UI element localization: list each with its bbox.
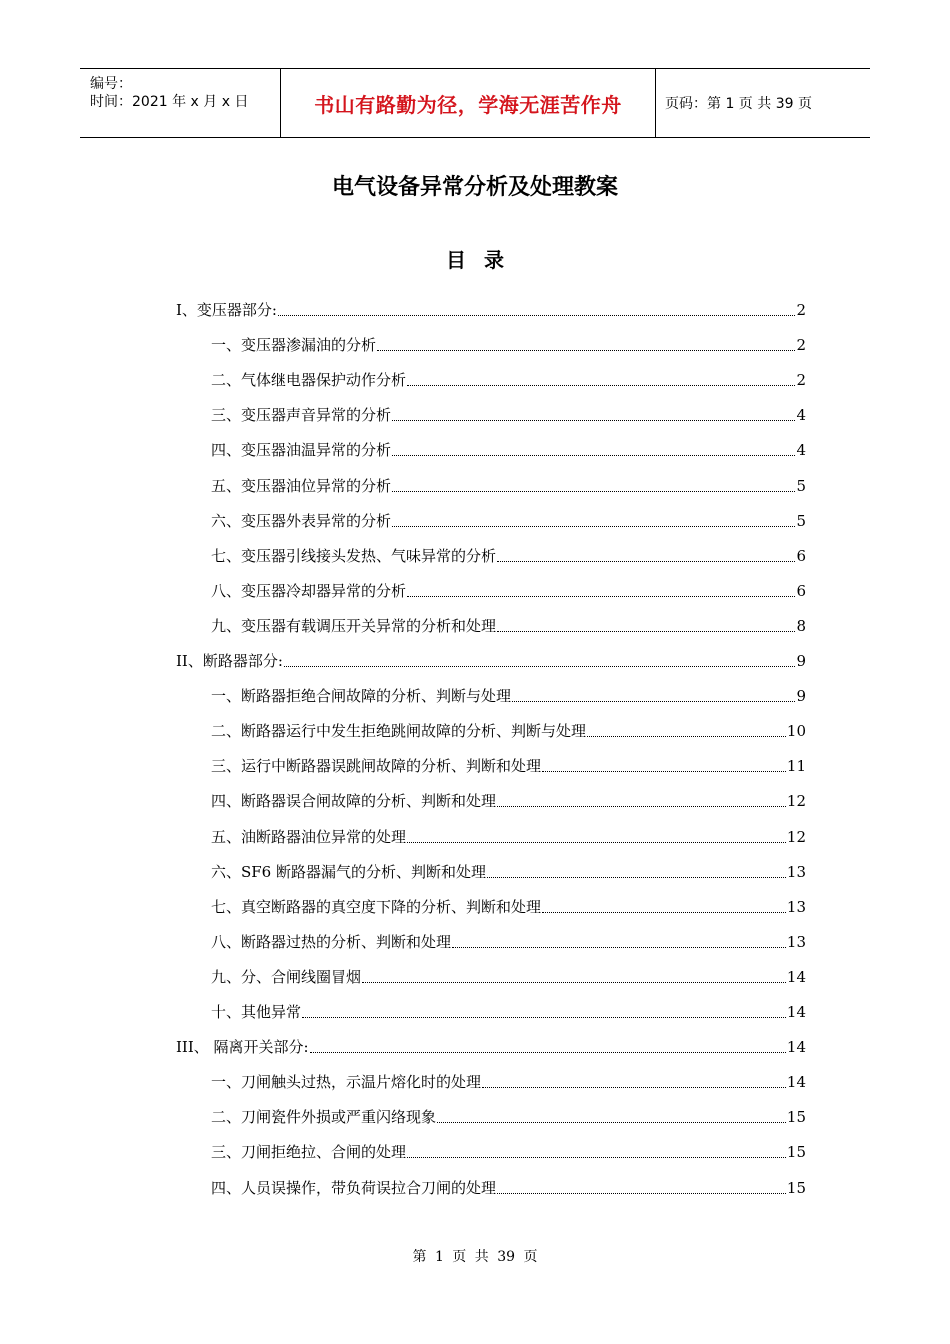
toc-leader-dots	[407, 596, 795, 597]
toc-entry-page: 13	[786, 862, 806, 881]
toc-leader-dots	[497, 1193, 786, 1194]
toc-entry[interactable]	[211, 860, 806, 882]
toc-entry-label: 七、变压器引线接头发热、气味异常的分析	[211, 546, 497, 565]
header-meta	[80, 69, 280, 137]
toc-leader-dots	[284, 666, 796, 667]
toc-entry-label: 三、变压器声音异常的分析	[211, 406, 392, 425]
toc-entry-page: 9	[796, 652, 806, 670]
toc-entry-label: 五、油断路器油位异常的处理	[211, 827, 407, 846]
toc-entry-page: 13	[786, 897, 806, 916]
toc-leader-dots	[482, 1087, 786, 1088]
toc-entry-page: 14	[786, 1003, 806, 1021]
page-header	[80, 68, 870, 138]
toc-entry-page: 2	[796, 336, 806, 355]
toc-entry-page: 14	[786, 1038, 806, 1057]
toc-leader-dots	[497, 561, 795, 562]
toc-entry-label: 一、变压器渗漏油的分析	[211, 336, 377, 355]
toc-entry-page: 2	[796, 371, 806, 390]
toc-leader-dots	[497, 806, 786, 807]
toc-leader-dots	[437, 1122, 786, 1123]
toc-title: 目录	[446, 248, 522, 272]
toc-entry-page: 14	[786, 967, 806, 986]
toc-leader-dots	[487, 877, 786, 878]
toc-entry-page: 15	[786, 1178, 806, 1197]
page-footer: 第 1 页 共 39 页	[412, 1249, 538, 1265]
toc-leader-dots	[452, 947, 786, 948]
toc-leader-dots	[542, 912, 786, 913]
toc-entry[interactable]	[176, 1035, 806, 1057]
toc-entry-page: 8	[796, 616, 806, 635]
toc-entry-label: 九、分、合闸线圈冒烟	[211, 967, 362, 986]
toc-entry-label: 二、气体继电器保护动作分析	[211, 371, 407, 390]
toc-entry-page: 4	[796, 406, 806, 425]
toc-entry-label: 九、变压器有载调压开关异常的分析和处理	[211, 616, 497, 635]
motto-text: 书山有路勤为径，学海无涯苦作舟	[314, 92, 622, 117]
toc-entry[interactable]	[211, 930, 806, 952]
toc-entry-page: 4	[796, 441, 806, 460]
toc-leader-dots	[407, 1157, 786, 1158]
toc-entry-label: 三、运行中断路器误跳闸故障的分析、判断和处理	[211, 757, 542, 776]
toc-leader-dots	[392, 455, 795, 456]
toc-leader-dots	[542, 771, 786, 772]
toc-entry-page: 15	[786, 1143, 806, 1162]
toc-leader-dots	[278, 315, 795, 316]
toc-entry-page: 5	[796, 511, 806, 530]
toc-entry[interactable]	[211, 474, 806, 496]
toc-entry[interactable]	[211, 544, 806, 566]
toc-entry[interactable]	[211, 333, 806, 355]
toc-entry[interactable]	[211, 684, 806, 706]
toc-leader-dots	[377, 350, 795, 351]
number-label: 编号：	[90, 76, 132, 92]
toc-entry[interactable]	[211, 719, 806, 741]
toc-entry[interactable]	[211, 789, 806, 811]
toc-entry-label: 四、人员误操作，带负荷误拉合刀闸的处理	[211, 1178, 497, 1197]
toc-entry-label: 一、刀闸触头过热，示温片熔化时的处理	[211, 1073, 482, 1092]
toc-leader-dots	[587, 736, 786, 737]
toc-entry[interactable]	[211, 579, 806, 601]
toc-leader-dots	[392, 420, 795, 421]
toc-entry[interactable]	[211, 1105, 806, 1127]
toc-entry-label: 七、真空断路器的真空度下降的分析、判断和处理	[211, 897, 542, 916]
toc-entry-label: 六、变压器外表异常的分析	[211, 511, 392, 530]
toc-leader-dots	[407, 842, 786, 843]
header-motto-cell	[280, 69, 656, 137]
toc-entry[interactable]	[211, 1140, 806, 1162]
toc-entry-label: 五、变压器油位异常的分析	[211, 476, 392, 495]
toc-entry-page: 14	[786, 1073, 806, 1092]
toc-entry-label: 八、断路器过热的分析、判断和处理	[211, 932, 452, 951]
toc-entry-page: 2	[796, 301, 806, 319]
toc-leader-dots	[497, 631, 795, 632]
toc-entry-label: 三、刀闸拒绝拉、合闸的处理	[211, 1143, 407, 1162]
toc-entry-page: 9	[796, 687, 806, 706]
document-title: 电气设备异常分析及处理教案	[331, 175, 618, 200]
toc-entry-page: 15	[786, 1108, 806, 1127]
toc-entry[interactable]	[211, 895, 806, 917]
toc-entry[interactable]	[211, 825, 806, 847]
toc-entry[interactable]	[176, 649, 806, 671]
toc-entry-page: 6	[796, 581, 806, 600]
toc-entry[interactable]	[211, 403, 806, 425]
toc-entry-label: I、变压器部分:	[176, 301, 277, 319]
header-page-info: 页码：第 1 页 共 39 页	[665, 96, 812, 112]
toc-entry[interactable]	[211, 368, 806, 390]
header-page-cell	[655, 69, 870, 137]
toc-entry[interactable]	[211, 1176, 806, 1198]
toc-entry-page: 12	[786, 827, 806, 846]
toc-leader-dots	[362, 982, 786, 983]
toc-entry[interactable]	[211, 438, 806, 460]
time-label: 时间：2021 年 x 月 x 日	[90, 94, 249, 110]
toc-leader-dots	[310, 1052, 786, 1053]
toc-entry-label: 十、其他异常	[211, 1003, 302, 1021]
toc-entry-label: 四、断路器误合闸故障的分析、判断和处理	[211, 792, 497, 811]
toc-entry-label: 六、SF6 断路器漏气的分析、判断和处理	[211, 862, 486, 881]
toc-leader-dots	[392, 491, 795, 492]
toc-entry-label: 八、变压器冷却器异常的分析	[211, 581, 407, 600]
toc-entry-label: 四、变压器油温异常的分析	[211, 441, 392, 460]
toc-entry-page: 10	[786, 722, 806, 741]
toc-leader-dots	[512, 701, 795, 702]
toc-entry[interactable]	[211, 1000, 806, 1022]
toc-entry-label: II、断路器部分:	[176, 652, 283, 670]
toc-leader-dots	[407, 385, 795, 386]
toc-entry-label: 二、断路器运行中发生拒绝跳闸故障的分析、判断与处理	[211, 722, 587, 741]
toc-entry[interactable]	[211, 614, 806, 636]
toc-entry[interactable]	[211, 1070, 806, 1092]
toc-entry-page: 12	[786, 792, 806, 811]
toc-entry-page: 13	[786, 932, 806, 951]
toc-entry-page: 6	[796, 546, 806, 565]
toc-entry[interactable]	[211, 754, 806, 776]
toc-entry-page: 11	[786, 757, 806, 776]
toc-entry[interactable]	[211, 965, 806, 987]
toc-entry-label: 二、刀闸瓷件外损或严重闪络现象	[211, 1108, 437, 1127]
toc-entry-page: 5	[796, 476, 806, 495]
toc-leader-dots	[302, 1017, 786, 1018]
toc-entry-label: 一、断路器拒绝合闸故障的分析、判断与处理	[211, 687, 512, 706]
toc-leader-dots	[392, 526, 795, 527]
toc-entry[interactable]	[211, 509, 806, 531]
toc-entry[interactable]	[176, 298, 806, 320]
toc-entry-label: III、 隔离开关部分:	[176, 1038, 309, 1057]
